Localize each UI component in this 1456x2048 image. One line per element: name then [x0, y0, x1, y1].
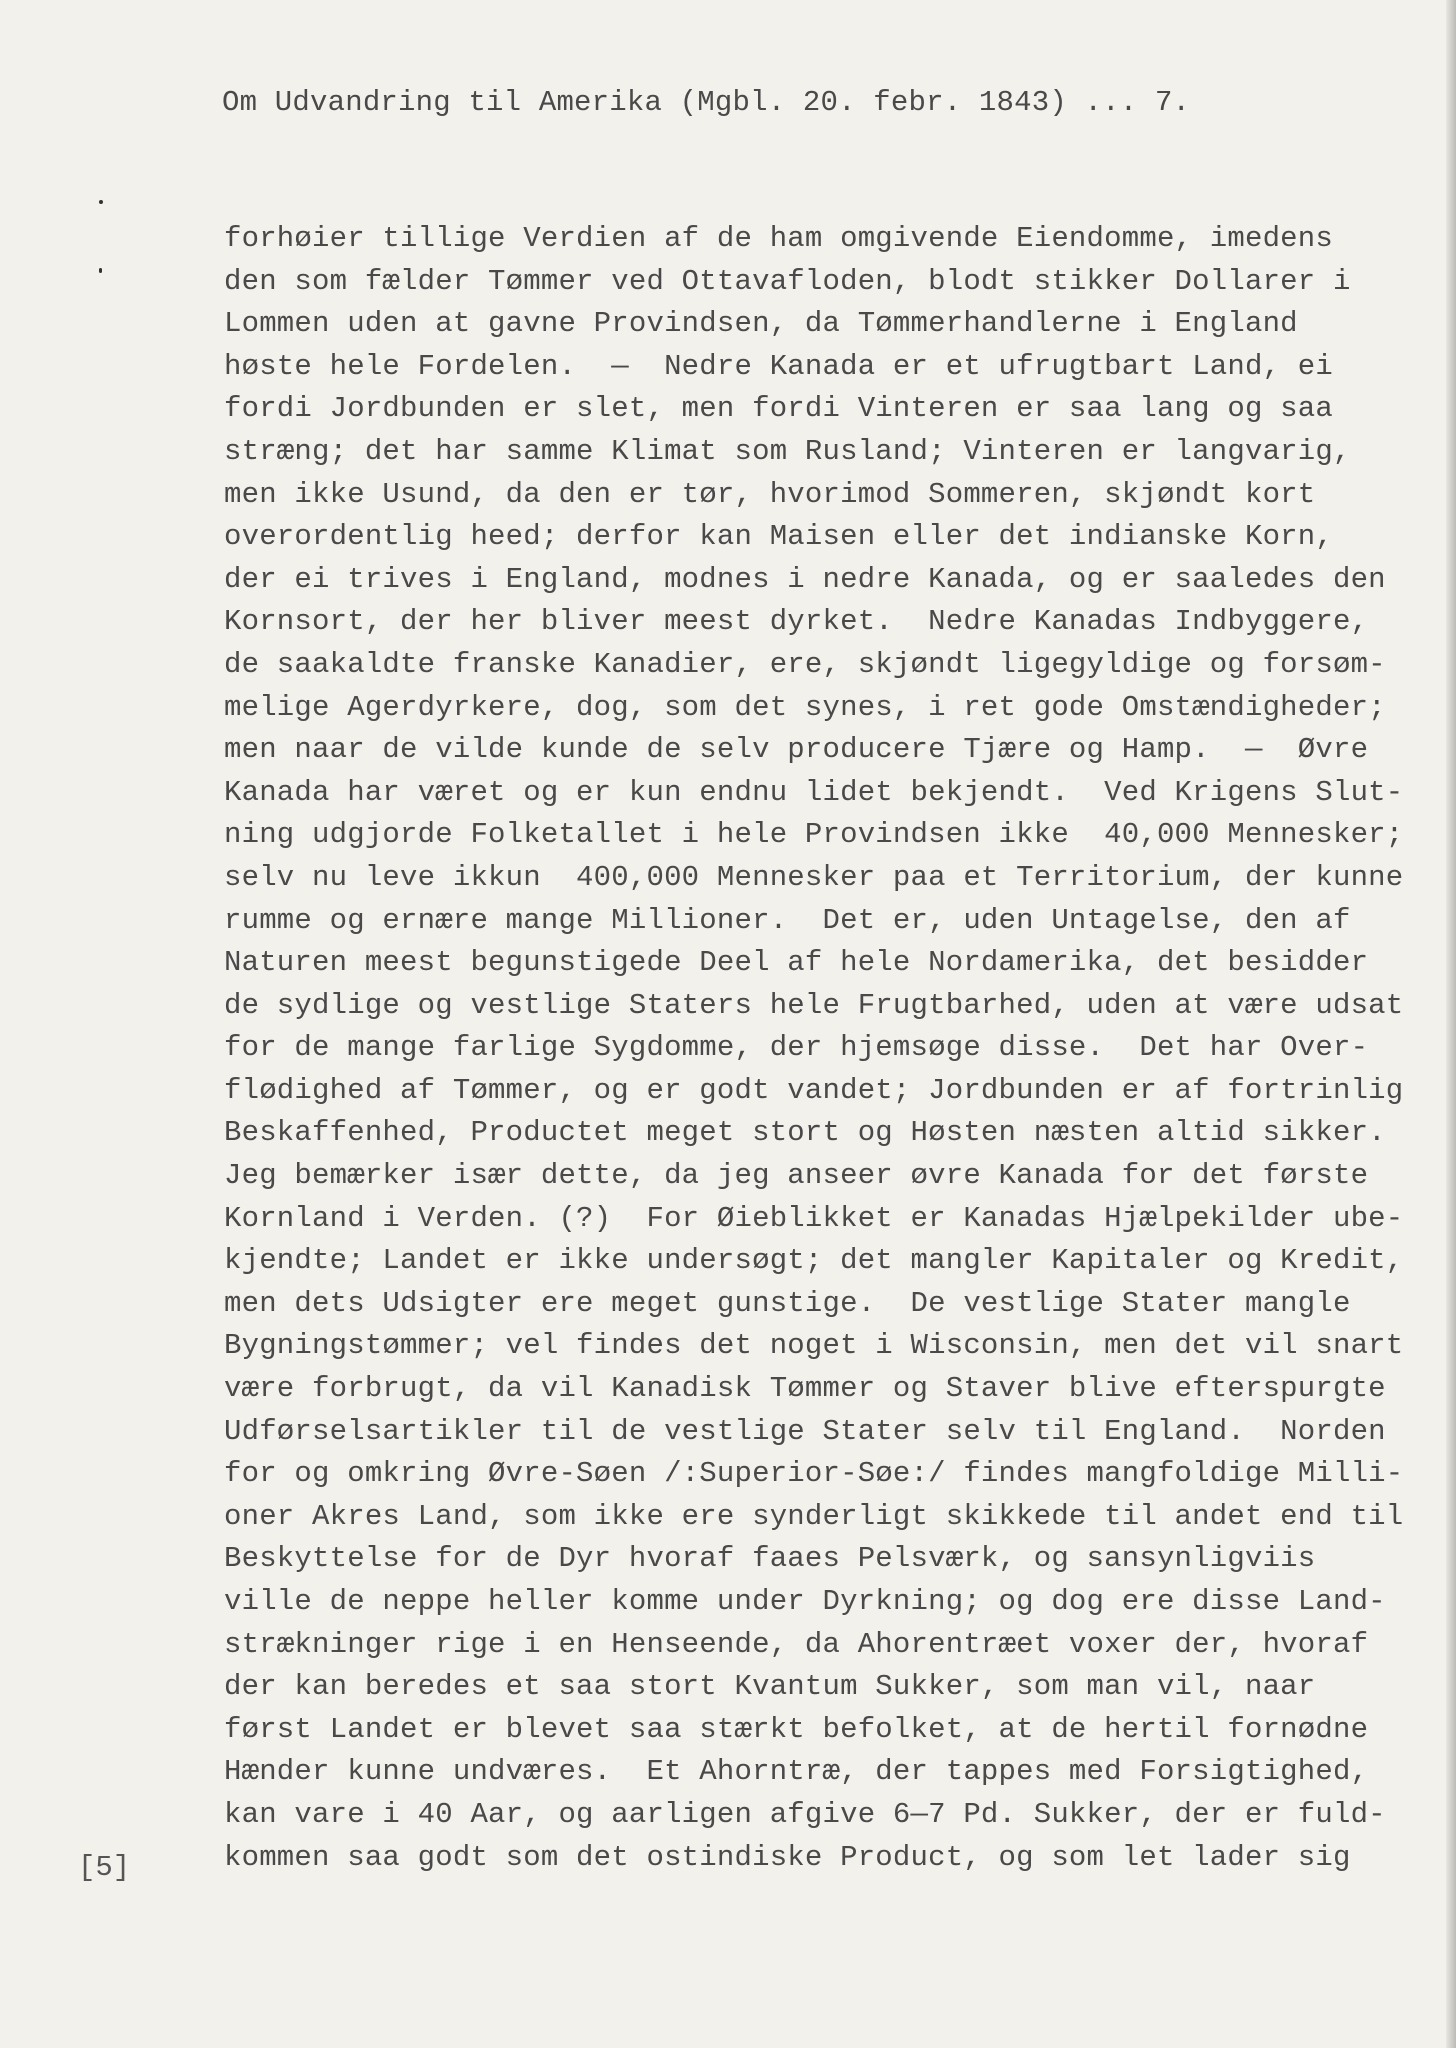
page-number: [5]: [78, 1851, 131, 1884]
text-line: ning udgjorde Folketallet i hele Provindsen ikke 40,000 Mennesker;: [224, 818, 1404, 852]
text-line: der kan beredes et saa stort Kvantum Sukker, som man vil, naar: [224, 1670, 1316, 1704]
text-line: kjendte; Landet er ikke undersøgt; det mangler Kapitaler og Kredit,: [224, 1244, 1404, 1278]
text-line: Hænder kunne undværes. Et Ahorntræ, der tappes med Forsigtighed,: [224, 1755, 1369, 1789]
margin-dot: [99, 268, 102, 273]
text-line: være forbrugt, da vil Kanadisk Tømmer og Staver blive efterspurgte: [224, 1372, 1386, 1406]
page-header: Om Udvandring til Amerika (Mgbl. 20. febr. 1843) ... 7.: [222, 86, 1191, 119]
text-line: men dets Udsigter ere meget gunstige. De vestlige Stater mangle: [224, 1286, 1351, 1320]
text-line: strækninger rige i en Henseende, da Ahorentræet voxer der, hvoraf: [224, 1627, 1369, 1661]
page-edge-shadow: [1446, 0, 1456, 2048]
text-line: melige Agerdyrkere, dog, som det synes, i ret gode Omstændigheder;: [224, 690, 1386, 724]
text-line: Beskyttelse for de Dyr hvoraf faaes Pelsværk, og sansynligviis: [224, 1542, 1316, 1576]
text-line: selv nu leve ikkun 400,000 Mennesker paa et Territorium, der kunne: [224, 860, 1404, 894]
text-line: den som fælder Tømmer ved Ottavafloden, blodt stikker Dollarer i: [224, 264, 1351, 298]
text-line: kan vare i 40 Aar, og aarligen afgive 6—7 Pd. Sukker, der er fuld-: [224, 1797, 1386, 1831]
text-line: stræng; det har samme Klimat som Rusland; Vinteren er langvarig,: [224, 434, 1351, 468]
text-line: kommen saa godt som det ostindiske Product, og som let lader sig: [224, 1840, 1351, 1874]
margin-dot: [99, 200, 103, 204]
text-line: forhøier tillige Verdien af de ham omgivende Eiendomme, imedens: [224, 222, 1333, 255]
text-line: Kornsort, der her bliver meest dyrket. Nedre Kanadas Indbyggere,: [224, 605, 1369, 639]
text-line: fordi Jordbunden er slet, men fordi Vinteren er saa lang og saa: [224, 392, 1333, 426]
body-text: [224, 218, 1424, 1879]
text-line: oner Akres Land, som ikke ere synderligt skikkede til andet end til: [224, 1499, 1404, 1533]
text-line: for de mange farlige Sygdomme, der hjemsøge disse. Det har Over-: [224, 1031, 1369, 1065]
text-line: rumme og ernære mange Millioner. Det er, uden Untagelse, den af: [224, 903, 1351, 937]
text-line: der ei trives i England, modnes i nedre Kanada, og er saaledes den: [224, 562, 1386, 596]
text-line: for og omkring Øvre-Søen /:Superior-Søe:/ findes mangfoldige Milli-: [224, 1457, 1404, 1491]
text-line: de sydlige og vestlige Staters hele Frugtbarhed, uden at være udsat: [224, 988, 1404, 1022]
text-line: Lommen uden at gavne Provindsen, da Tømmerhandlerne i England: [224, 307, 1298, 341]
text-line: de saakaldte franske Kanadier, ere, skjøndt ligegyldige og forsøm-: [224, 647, 1386, 681]
text-line: overordentlig heed; derfor kan Maisen eller det indianske Korn,: [224, 520, 1333, 554]
text-line: først Landet er blevet saa stærkt befolket, at de hertil fornødne: [224, 1712, 1369, 1746]
text-line: flødighed af Tømmer, og er godt vandet; Jordbunden er af fortrinlig: [224, 1073, 1404, 1107]
text-line: men ikke Usund, da den er tør, hvorimod Sommeren, skjøndt kort: [224, 477, 1316, 511]
text-line: men naar de vilde kunde de selv producere Tjære og Hamp. — Øvre: [224, 733, 1369, 767]
text-line: Jeg bemærker især dette, da jeg anseer øvre Kanada for det første: [224, 1159, 1369, 1193]
text-line: høste hele Fordelen. — Nedre Kanada er et ufrugtbart Land, ei: [224, 349, 1333, 383]
text-line: Kanada har været og er kun endnu lidet bekjendt. Ved Krigens Slut-: [224, 775, 1404, 809]
text-line: ville de neppe heller komme under Dyrkning; og dog ere disse Land-: [224, 1585, 1386, 1618]
text-line: Bygningstømmer; vel findes det noget i Wisconsin, men det vil snart: [224, 1329, 1404, 1363]
text-line: Beskaffenhed, Productet meget stort og Høsten næsten altid sikker.: [224, 1116, 1386, 1150]
text-line: Udførselsartikler til de vestlige Stater selv til England. Norden: [224, 1414, 1386, 1448]
text-line: Kornland i Verden. (?) For Øieblikket er Kanadas Hjælpekilder ube-: [224, 1201, 1404, 1235]
text-line: Naturen meest begunstigede Deel af hele Nordamerika, det besidder: [224, 946, 1369, 980]
